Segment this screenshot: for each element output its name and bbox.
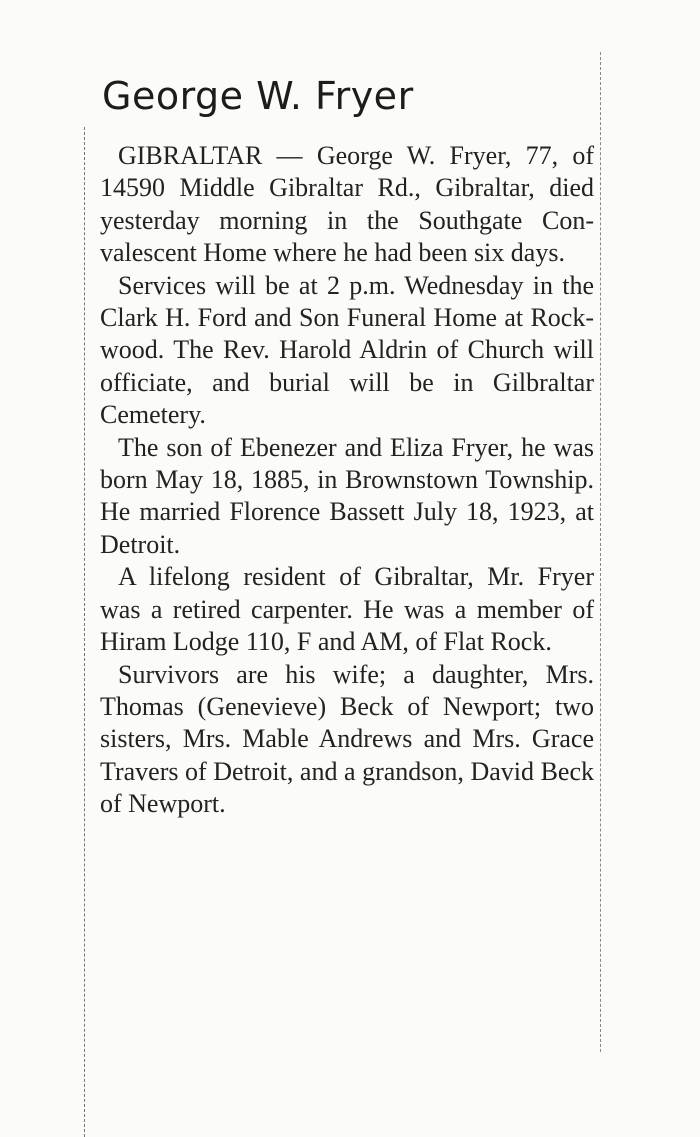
paragraph-services: Services will be at 2 p.m. Wednesday in the Clark H. Ford and Son Funeral Home at Rockwood. The Rev. Harold Aldrin of Church will officiate, and burial will be in Gilbraltar Cemetery. — [100, 270, 594, 430]
article-body — [100, 140, 594, 821]
obituary-clipping — [84, 52, 606, 1080]
paragraph-survivors: Survivors are his wife; a daughter, Mrs. Thomas (Genevieve) Beck of Newport; two sisters, Mrs. Mable Andrews and Mrs. Grace Travers of Detroit, and a grandson, David Beck of Newport. — [100, 659, 594, 819]
paragraph-resident: A lifelong resident of Gibraltar, Mr. Fryer was a retired carpenter. He was a member of Hiram Lodge 110, F and AM, of Flat Rock. — [100, 562, 594, 657]
paragraph-death-notice: GIBRALTAR — George W. Fryer, 77, of 14590 Middle Gibraltar Rd., Gibraltar, died yesterday morning in the Southgate Convalescent Home where he had been six days. — [100, 141, 594, 268]
headline: George W. Fryer — [102, 74, 414, 118]
column-rule-left — [84, 127, 85, 1137]
column-rule-right — [600, 52, 601, 1052]
paragraph-biography: The son of Ebenezer and Eliza Fryer, he was born May 18, 1885, in Brownstown Township. He married Florence Bassett July 18, 1923, at Detroit. — [100, 432, 594, 559]
